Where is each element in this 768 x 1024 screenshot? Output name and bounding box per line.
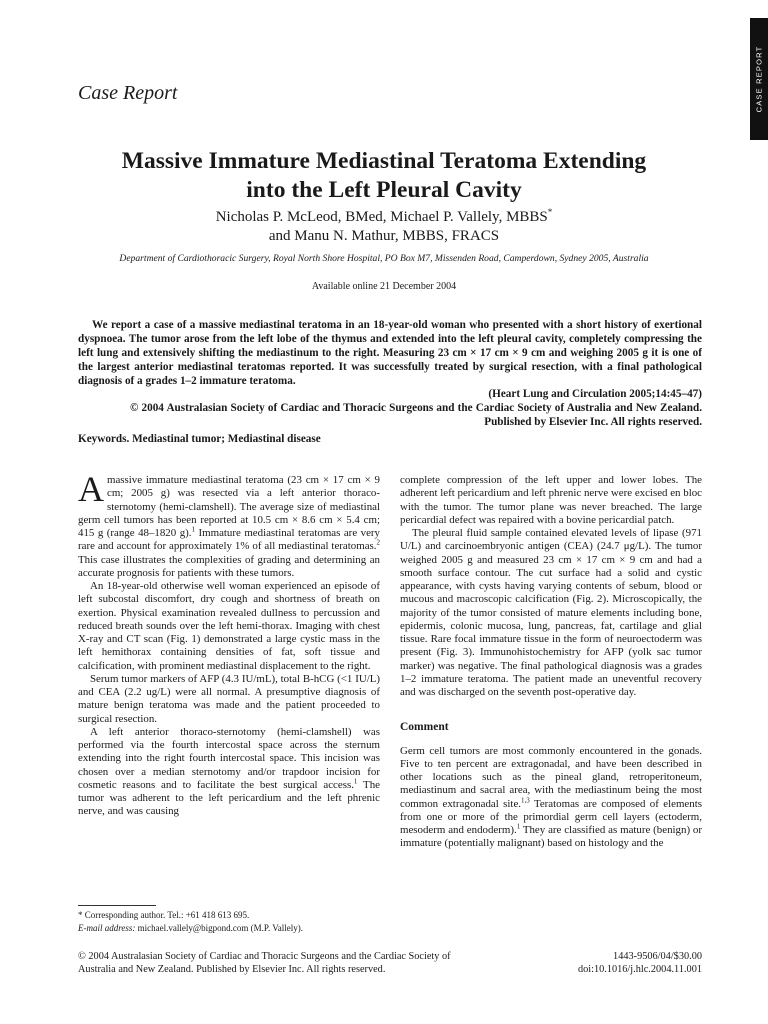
body-text: massive immature mediastinal teratoma (23 cm × 17 cm × 9 cm; 2005 g) was resected via a left anterior thoraco-sternotomy (hemi-clamshell). The average size of mediastinal germ cell tumors has been reported at 10.5 cm × 8.6 cm × 5.4 cm; 415 g (range 48–1820 g).	[78, 474, 380, 539]
authors-line-1	[40, 208, 728, 227]
body-text: A left anterior thoraco-sternotomy (hemi-clamshell) was performed via the fourth intercostal space across the sternum extending into the right fourth intercostal space. This incision was chosen over a median sternotomy and/or trapdoor incision for cosmetic reasons and to facilitate the best surgical access.	[78, 725, 380, 791]
author-list	[40, 208, 728, 246]
authors-line-2: and Manu N. Mathur, MBBS, FRACS	[268, 228, 500, 244]
side-tab-label: CASE REPORT	[754, 45, 764, 113]
body-column-left	[78, 469, 380, 819]
body-paragraph: complete compression of the left upper and lower lobes. The adherent left pericardium and left phrenic nerve were excised en bloc with the tumor. The tumor plane was never breached. The large pericardial defect was repaired with a bovine pericardial patch.	[400, 474, 702, 526]
footnote-divider	[78, 905, 156, 906]
drop-cap: A	[78, 469, 104, 509]
email-label: E-mail address:	[78, 922, 136, 933]
reference-mark: 1	[353, 777, 358, 786]
body-paragraph: Serum tumor markers of AFP (4.3 IU/mL), total B-hCG (<1 IU/L) and CEA (2.2 ug/L) were all normal. A presumptive diagnosis of mature benign teratoma was made and the patient proceeded to surgical resection.	[78, 672, 380, 725]
corresponding-author-footnote: * Corresponding author. Tel.: +61 418 613 695.	[78, 910, 250, 920]
keywords: Keywords. Mediastinal tumor; Mediastinal disease	[78, 433, 321, 445]
footer-identifiers	[540, 951, 702, 977]
title-line-1: Massive Immature Mediastinal Teratoma Extending	[121, 148, 647, 174]
doi-link[interactable]: doi:10.1016/j.hlc.2004.11.001	[577, 963, 702, 975]
body-paragraph	[78, 726, 380, 819]
authors-names-1: Nicholas P. McLeod, BMed, Michael P. Vallely, MBBS	[215, 209, 548, 225]
journal-citation: (Heart Lung and Circulation 2005;14:45–47)	[488, 388, 702, 400]
body-text: Teratomas are composed of elements from one or more of the primordial germ cell layers (ectoderm, mesoderm and endoderm).	[400, 797, 702, 836]
reference-mark: 2	[376, 538, 380, 547]
email-footnote	[78, 922, 380, 935]
body-paragraph	[400, 745, 702, 851]
body-text: They are classified as mature (benign) or immature (potentially malignant) based on histology and the	[400, 824, 702, 850]
footer-copyright	[78, 951, 548, 977]
article-type-label: Case Report	[78, 82, 178, 104]
title-line-2: into the Left Pleural Cavity	[246, 177, 522, 203]
footer-copyright-line-2: Australia and New Zealand. Published by Elsevier Inc. All rights reserved.	[78, 963, 386, 975]
available-online-date: Available online 21 December 2004	[311, 281, 457, 292]
body-paragraph: The pleural fluid sample contained elevated levels of lipase (971 U/L) and carcinoembryonic antigen (CEA) (24.7 μg/L). The tumor weighed 2005 g and measured 23 cm × 17 cm × 9 cm and had a smooth surface contour. The cut surface had a solid and cystic appearance, with cysts having varying contents of sebum, blood or mucous and macroscopic calcification (Fig. 2). Microscopically, the majority of the tumor consisted of mature elements including bone, epidermis, colonic mucosa, lung, pancreas, fat, cartilage and glial tissue. Rare focal immature tissue in the form of neuroectoderm was present (Fig. 3). Immunohistochemistry for AFP (yolk sac tumor marker) was negative. The final pathological diagnosis was a grades 1–2 immature teratoma. The patient made an uneventful recovery and was discharged on the seventh post-operative day.	[400, 527, 702, 698]
article-title	[40, 147, 728, 205]
reference-mark: 1	[516, 822, 521, 831]
abstract: We report a case of a massive mediastinal teratoma in an 18-year-old woman who presented with a short history of exertional dyspnoea. The tumor arose from the left lobe of the thymus and extended into the left pleural cavity, completely compressing the left lung and extensively shifting the mediastinum to the right. Measuring 23 cm × 17 cm × 9 cm and weighing 2005 g it is one of the largest anterior mediastinal teratomas reported. It was successfully treated by surgical resection, with a final pathological diagnosis of a grades 1–2 immature teratoma.	[78, 319, 702, 387]
reference-mark: 1,3	[521, 795, 530, 804]
section-side-tab	[750, 18, 768, 140]
footer-copyright-line-1: © 2004 Australasian Society of Cardiac and Thoracic Surgeons and the Cardiac Society of	[78, 951, 451, 962]
issn-price: 1443-9506/04/$30.00	[613, 951, 702, 962]
body-paragraph	[78, 469, 380, 580]
comment-heading: Comment	[400, 721, 449, 734]
body-paragraph: An 18-year-old otherwise well woman experienced an episode of left subcostal discomfort, dry cough and shortness of breath on exertion. Physical examination revealed dullness to percussion and reduced breath sounds over the left hemi-thorax. Imaging with chest X-ray and CT scan (Fig. 1) demonstrated a large cystic mass in the left hemithorax containing densities of fat, soft tissue and calcification, with prominent mediastinal displacement to the right.	[78, 580, 380, 672]
corresponding-author-mark: *	[547, 207, 553, 217]
body-text: This case illustrates the complexities of grading and determining an accurate prognosis for patients with these tumors.	[78, 553, 380, 579]
abstract-copyright: © 2004 Australasian Society of Cardiac and Thoracic Surgeons and the Cardiac Society of Australia and New Zealand. Published by Elsevier Inc. All rights reserved.	[130, 402, 702, 428]
reference-mark: 1	[191, 525, 195, 534]
body-text: The tumor was adherent to the left pericardium and the left phrenic nerve, and was causing	[78, 778, 380, 818]
footnotes	[78, 909, 380, 934]
body-column-right	[400, 474, 702, 851]
body-text: Germ cell tumors are most commonly encountered in the gonads. Five to ten percent are extragonadal, and have been described in other locations such as the pineal gland, retroperitoneum, mediastinum and sacral area, with the mediastinum being the most common extragonadal site.	[400, 744, 702, 810]
body-text: Immature mediastinal teratomas are very rare and account for approximately 1% of all mediastinal teratomas.	[78, 527, 380, 553]
affiliation: Department of Cardiothoracic Surgery, Royal North Shore Hospital, PO Box M7, Missenden Road, Camperdown, Sydney 2005, Australia	[119, 253, 649, 264]
email-address[interactable]: michael.vallely@bigpond.com (M.P. Vallely).	[135, 922, 304, 933]
